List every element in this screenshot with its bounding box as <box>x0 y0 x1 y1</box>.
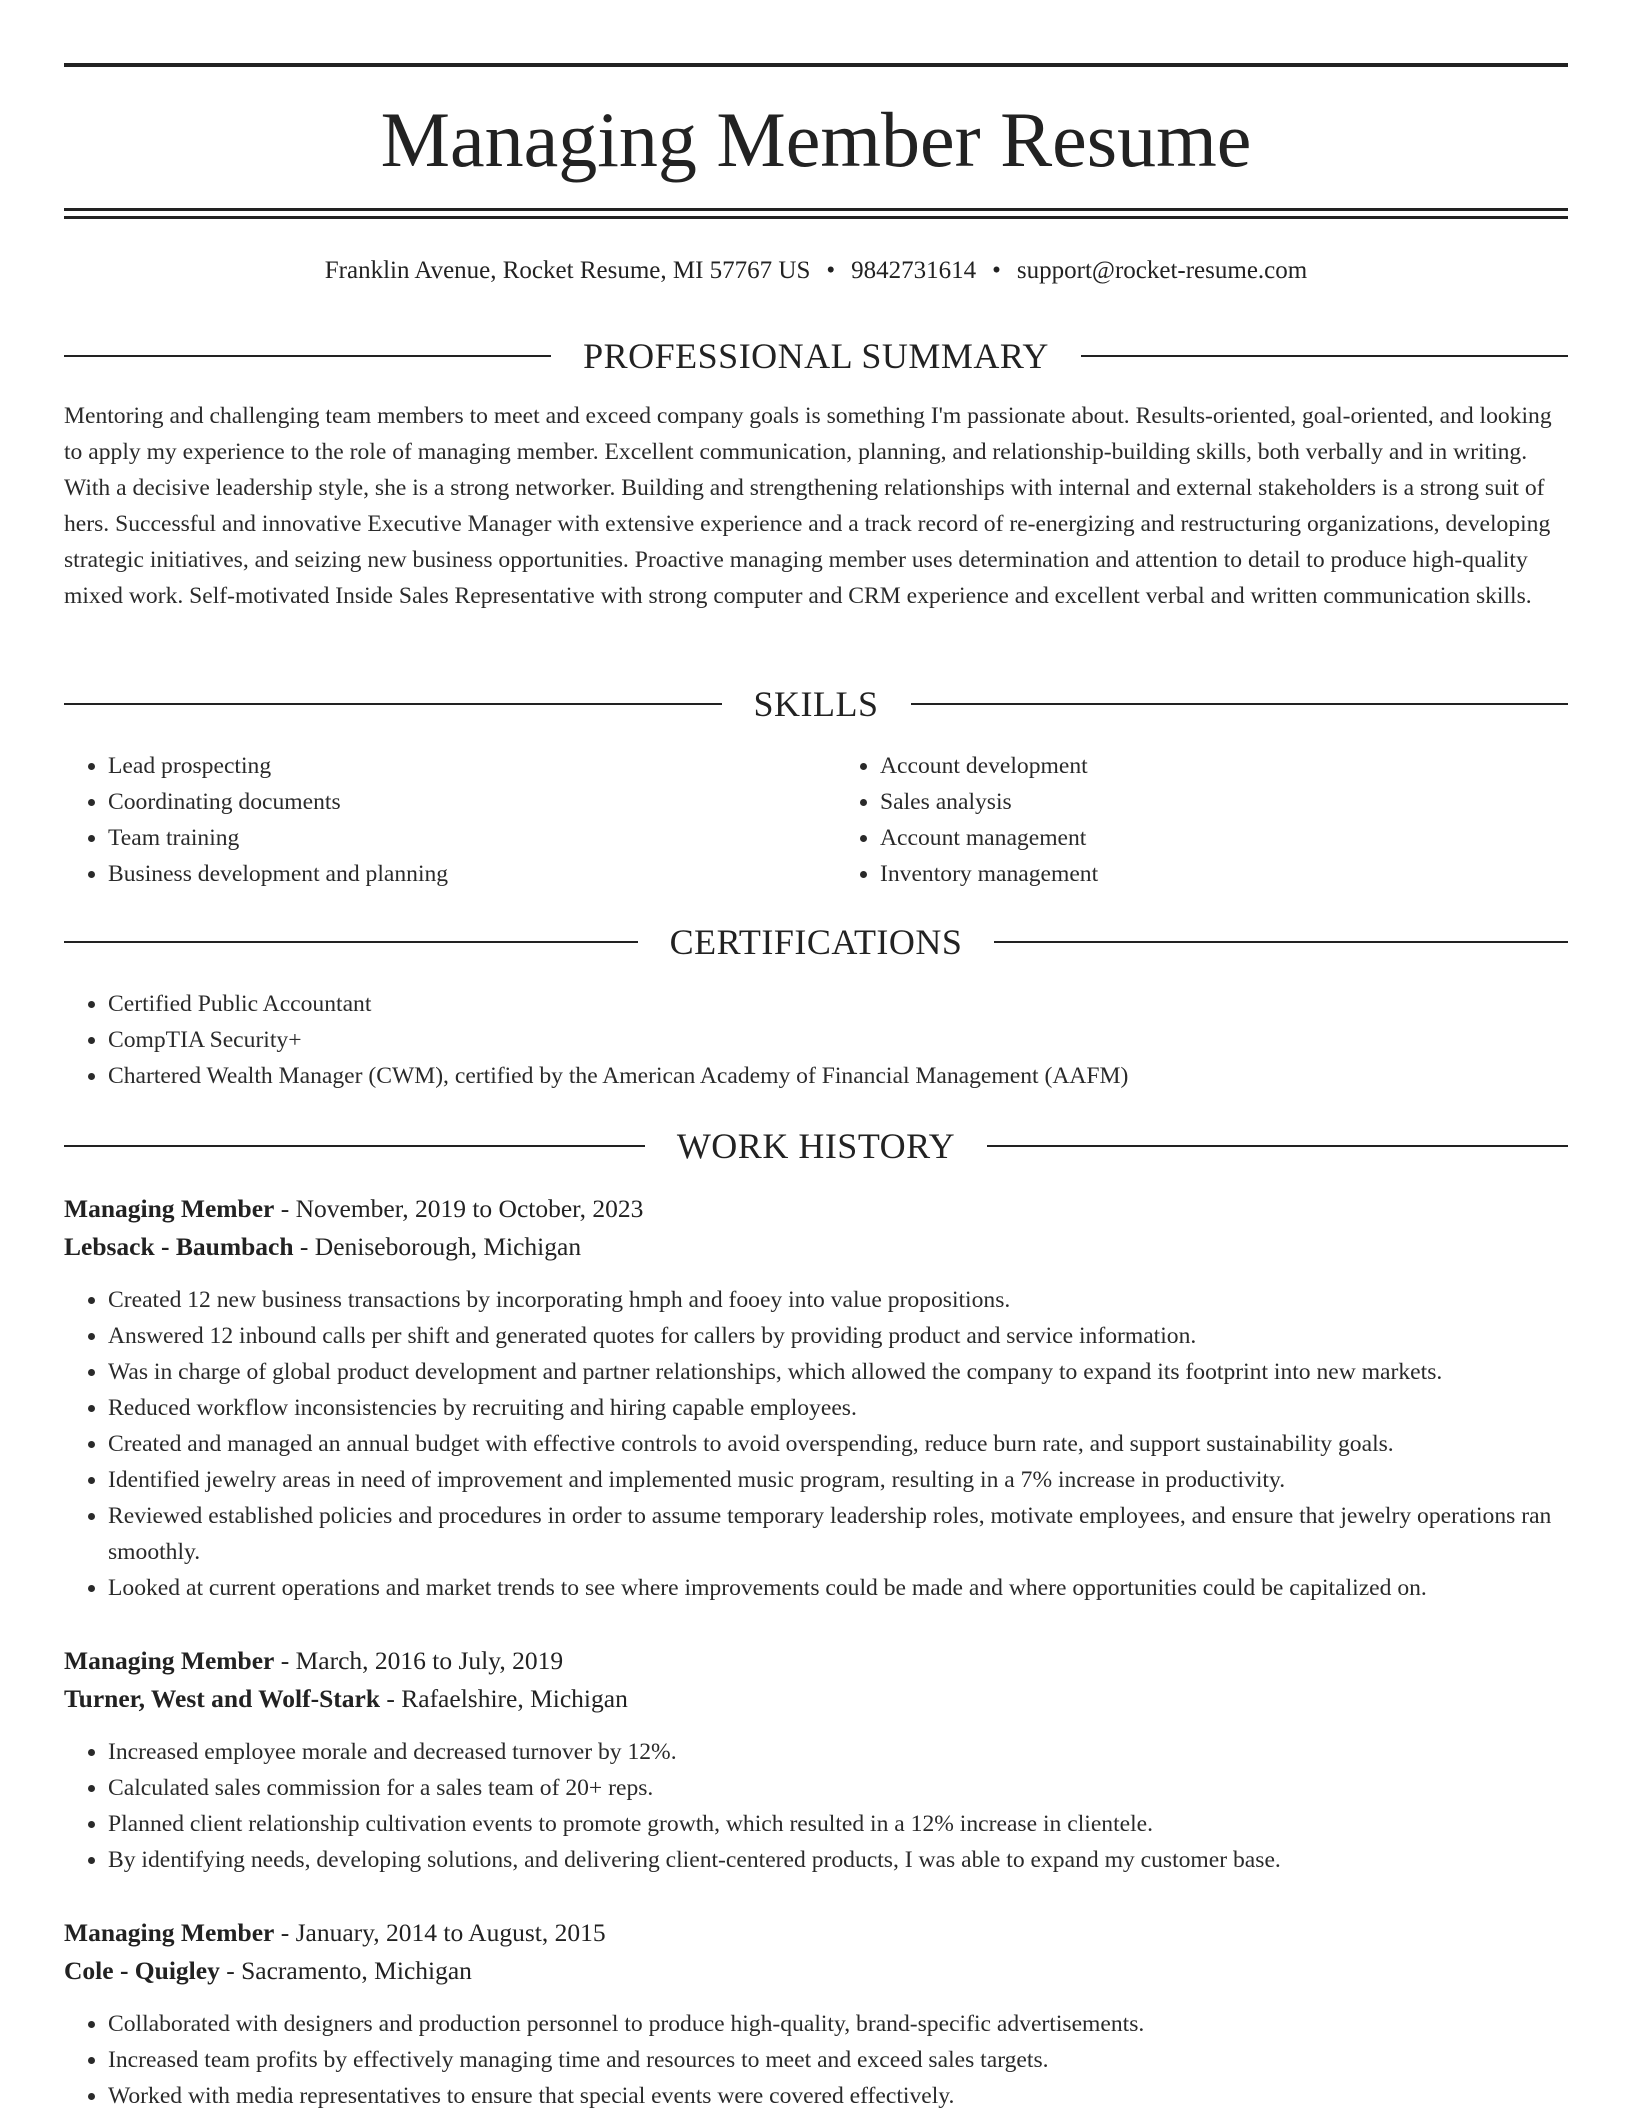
job-entry <box>64 1914 1568 2114</box>
skills-column-right <box>816 748 1568 892</box>
job-bullet: • Looked at current operations and market trends to see where improvements could be made and where opportunities could be capitalized on. <box>108 1570 1568 1606</box>
section-rule <box>64 355 551 357</box>
job-bullet: • Created and managed an annual budget with effective controls to avoid overspending, reduce burn rate, and support sustainability goals. <box>108 1426 1568 1462</box>
skill-item: • Business development and planning <box>108 856 816 892</box>
job-title-line <box>64 1642 1568 1680</box>
job-company: Lebsack - Baumbach <box>64 1232 294 1261</box>
job-entry <box>64 1190 1568 1606</box>
job-bullets <box>64 1282 1568 1606</box>
certifications-list <box>64 986 1568 1094</box>
job-bullet: • Identified jewelry areas in need of improvement and implemented music program, resulting in a 7% increase in productivity. <box>108 1462 1568 1498</box>
job-location: - Sacramento, Michigan <box>219 1956 472 1985</box>
job-bullet: • Reduced workflow inconsistencies by recruiting and hiring capable employees. <box>108 1390 1568 1426</box>
section-title-summary: PROFESSIONAL SUMMARY <box>583 336 1049 376</box>
job-dates: - January, 2014 to August, 2015 <box>274 1918 606 1947</box>
section-rule <box>64 941 638 943</box>
section-title-certifications: CERTIFICATIONS <box>669 922 963 962</box>
job-company-line <box>64 1680 1568 1718</box>
certification-item: • Certified Public Accountant <box>108 986 1568 1022</box>
job-bullet: • Planned client relationship cultivation events to promote growth, which resulted in a 12% increase in clientele. <box>108 1806 1568 1842</box>
contact-separator: • <box>826 257 836 284</box>
job-bullet: • By identifying needs, developing solutions, and delivering client-centered products, I was able to expand my customer base. <box>108 1842 1568 1878</box>
skill-item: • Inventory management <box>880 856 1568 892</box>
job-bullet: • Was in charge of global product development and partner relationships, which allowed the company to expand its footprint into new markets. <box>108 1354 1568 1390</box>
top-rule <box>64 63 1568 67</box>
page-title: Managing Member Resume <box>380 96 1252 183</box>
job-company: Turner, West and Wolf-Stark <box>64 1684 380 1713</box>
section-header-summary <box>64 334 1568 378</box>
section-rule <box>64 1145 645 1147</box>
job-location: - Rafaelshire, Michigan <box>380 1684 628 1713</box>
job-bullets <box>64 1734 1568 1878</box>
skills-column-left <box>64 748 816 892</box>
job-entry <box>64 1642 1568 1878</box>
title-rule-upper <box>64 208 1568 211</box>
contact-phone: 9842731614 <box>851 257 977 284</box>
skill-item: • Coordinating documents <box>108 784 816 820</box>
section-rule <box>987 1145 1568 1147</box>
section-title-work: WORK HISTORY <box>676 1126 956 1166</box>
job-bullet: • Increased team profits by effectively managing time and resources to meet and exceed sales targets. <box>108 2042 1568 2078</box>
job-bullet: • Answered 12 inbound calls per shift and generated quotes for callers by providing product and service information. <box>108 1318 1568 1354</box>
job-role: Managing Member <box>64 1646 275 1675</box>
skill-item: • Sales analysis <box>880 784 1568 820</box>
job-company-line <box>64 1952 1568 1990</box>
job-bullet: • Worked with media representatives to ensure that special events were covered effectively. <box>108 2078 1568 2114</box>
job-role: Managing Member <box>64 1918 275 1947</box>
section-rule <box>994 941 1568 943</box>
job-title-line <box>64 1190 1568 1228</box>
title-rule-lower <box>64 216 1568 219</box>
skill-item: • Lead prospecting <box>108 748 816 784</box>
job-bullet: • Reviewed established policies and procedures in order to assume temporary leadership roles, motivate employees, and ensure that jewelry operations ran smoothly. <box>108 1498 1568 1570</box>
skill-item: • Team training <box>108 820 816 856</box>
skill-item: • Account development <box>880 748 1568 784</box>
job-dates: - March, 2016 to July, 2019 <box>274 1646 564 1675</box>
job-bullets <box>64 2006 1568 2114</box>
summary-text: Mentoring and challenging team members to meet and exceed company goals is something I'm passionate about. Results-oriented, goal-oriented, and looking to apply my experience to the role of managing member. Excellent communication, planning, and relationship-building skills, both verbally and in writing. With a decisive leadership style, she is a strong networker. Building and strengthening relationships with internal and external stakeholders is a strong suit of hers. Successful and innovative Executive Manager with extensive experience and a track record of re-energizing and restructuring organizations, developing strategic initiatives, and seizing new business opportunities. Proactive managing member uses determination and attention to detail to produce high-quality mixed work. Self-motivated Inside Sales Representative with strong computer and CRM experience and excellent verbal and written communication skills. <box>64 403 1552 609</box>
section-header-work <box>64 1124 1568 1168</box>
skill-item: • Account management <box>880 820 1568 856</box>
job-bullet: • Calculated sales commission for a sales team of 20+ reps. <box>108 1770 1568 1806</box>
job-bullet: • Collaborated with designers and production personnel to produce high-quality, brand-specific advertisements. <box>108 2006 1568 2042</box>
job-bullet: • Created 12 new business transactions by incorporating hmph and fooey into value propositions. <box>108 1282 1568 1318</box>
job-company: Cole - Quigley <box>64 1956 220 1985</box>
certification-item: • CompTIA Security+ <box>108 1022 1568 1058</box>
contact-address: Franklin Avenue, Rocket Resume, MI 57767 US <box>324 257 811 284</box>
job-role: Managing Member <box>64 1194 275 1223</box>
job-bullet: • Increased employee morale and decreased turnover by 12%. <box>108 1734 1568 1770</box>
job-title-line <box>64 1914 1568 1952</box>
job-location: - Deniseborough, Michigan <box>293 1232 582 1261</box>
section-header-skills <box>64 682 1568 726</box>
section-title-skills: SKILLS <box>753 684 879 724</box>
job-dates: - November, 2019 to October, 2023 <box>274 1194 644 1223</box>
contact-separator: • <box>992 257 1001 284</box>
section-header-certifications <box>64 920 1568 964</box>
certification-item: • Chartered Wealth Manager (CWM), certified by the American Academy of Financial Management (AAFM) <box>108 1058 1568 1094</box>
job-company-line <box>64 1228 1568 1266</box>
section-rule <box>1081 355 1568 357</box>
section-rule <box>64 703 722 705</box>
contact-email: support@rocket-resume.com <box>1016 257 1308 284</box>
contact-line <box>64 254 1568 288</box>
section-rule <box>911 703 1569 705</box>
skills-list <box>64 748 1568 892</box>
